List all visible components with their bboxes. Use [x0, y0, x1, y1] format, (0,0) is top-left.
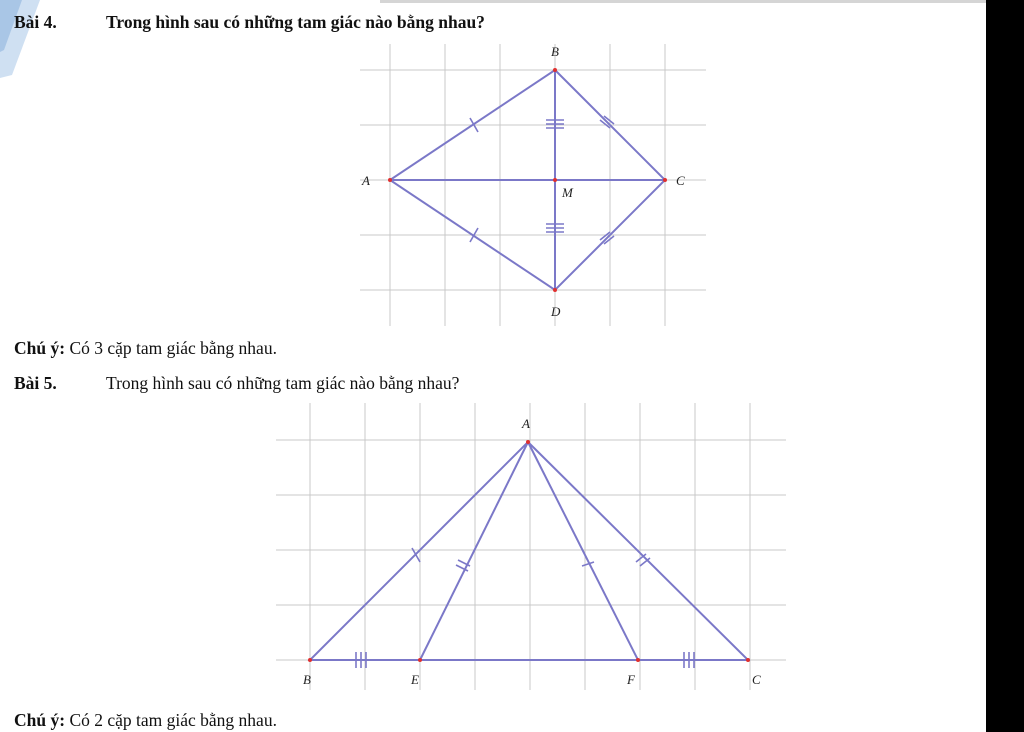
point-label-A-fig1: A: [362, 173, 370, 188]
exercise-4-note-text: Có 3 cặp tam giác bằng nhau.: [69, 338, 277, 358]
figure-2-shape: [310, 442, 748, 660]
figure-2-tick-marks: [356, 548, 694, 668]
point-label-C-fig2: C: [752, 672, 761, 687]
point-label-E-fig2: E: [411, 672, 419, 687]
point-label-F-fig2: F: [627, 672, 635, 687]
figure-2-points: [308, 440, 750, 662]
figure-1-grid: [360, 44, 706, 326]
exercise-5-note-text: Có 2 cặp tam giác bằng nhau.: [69, 710, 277, 730]
point-label-B-fig1: B: [551, 44, 559, 59]
exercise-4-note-label: Chú ý:: [14, 338, 66, 358]
point-label-A-fig2: A: [522, 416, 530, 431]
point-label-D-fig1: D: [551, 304, 561, 319]
exercise-4-number: Bài 4.: [14, 12, 57, 32]
point-label-C-fig1: C: [676, 173, 685, 188]
point-label-B-fig2: B: [303, 672, 311, 687]
right-black-bar: [986, 0, 1024, 732]
exercise-5-note-label: Chú ý:: [14, 710, 66, 730]
figure-1-shape: [390, 70, 665, 290]
exercise-4-question: Trong hình sau có những tam giác nào bằng nhau?: [106, 12, 485, 32]
exercise-5-number: Bài 5.: [14, 373, 57, 393]
exercise-5-question: Trong hình sau có những tam giác nào bằng nhau?: [106, 373, 460, 393]
point-label-M-fig1: M: [562, 185, 573, 200]
